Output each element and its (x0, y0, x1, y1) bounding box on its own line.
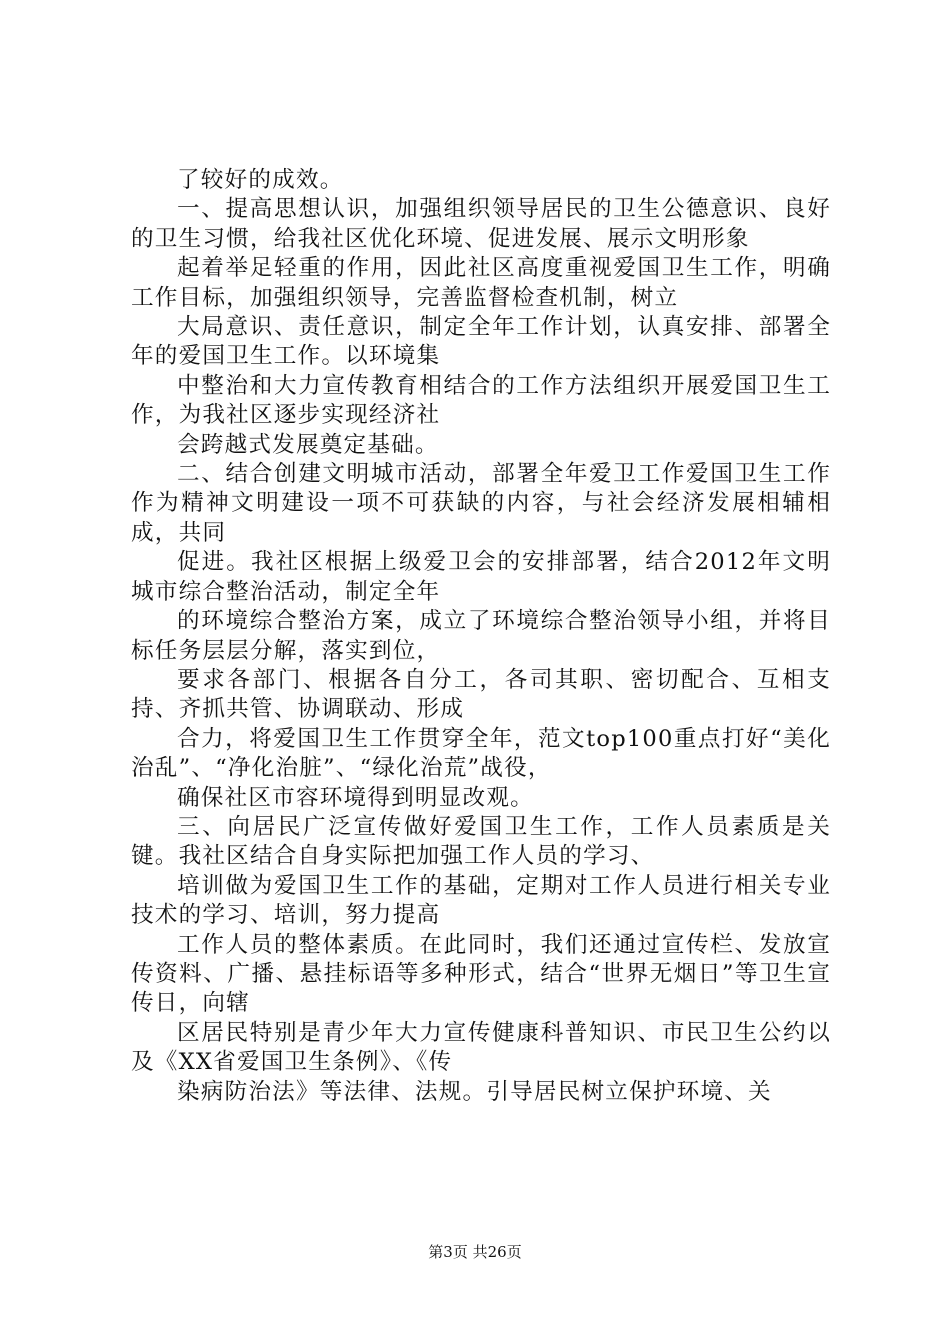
paragraph-16: 区居民特别是青少年大力宣传健康科普知识、市民卫生公约以及《XX省爱国卫生条例》、《传 (131, 1019, 831, 1076)
paragraph-13: 三、向居民广泛宣传做好爱国卫生工作，工作人员素质是关键。我社区结合自身实际把加强工作人员的学习、 (131, 813, 831, 870)
paragraph-10: 要求各部门、根据各自分工，各司其职、密切配合、互相支持、齐抓共管、协调联动、形成 (131, 666, 831, 723)
page-number-label: 第3页 共26页 (428, 1243, 522, 1261)
paragraph-11: 合力，将爱国卫生工作贯穿全年，范文top100重点打好“美化治乱”、“净化治脏”、“绿化治荒”战役， (131, 725, 831, 782)
paragraph-6: 会跨越式发展奠定基础。 (177, 431, 439, 458)
page-footer (0, 1242, 950, 1262)
paragraph-4: 大局意识、责任意识，制定全年工作计划，认真安排、部署全年的爱国卫生工作。以环境集 (131, 314, 831, 370)
paragraph-2: 一、提高思想认识，加强组织领导居民的卫生公德意识、良好的卫生习惯，给我社区优化环境、促进发展、展示文明形象 (131, 196, 831, 252)
paragraph-7: 二、结合创建文明城市活动，部署全年爱卫工作爱国卫生工作作为精神文明建设一项不可获缺的内容，与社会经济发展相辅相成，共同 (131, 461, 831, 546)
paragraph-17: 染病防治法》等法律、法规。引导居民树立保护环境、关 (177, 1078, 772, 1105)
paragraph-8: 促进。我社区根据上级爱卫会的安排部署，结合2012年文明城市综合整治活动，制定全年 (131, 549, 831, 605)
paragraph-9: 的环境综合整治方案，成立了环境综合整治领导小组，并将目标任务层层分解，落实到位， (131, 608, 831, 664)
document-body (131, 166, 831, 1107)
paragraph-15: 工作人员的整体素质。在此同时，我们还通过宣传栏、发放宣传资料、广播、悬挂标语等多种形式，结合“世界无烟日”等卫生宣传日，向辖 (131, 931, 831, 1017)
paragraph-1: 了较好的成效。 (177, 167, 344, 193)
paragraph-3: 起着举足轻重的作用，因此社区高度重视爱国卫生工作，明确工作目标，加强组织领导，完善监督检查机制，树立 (131, 255, 831, 311)
paragraph-12: 确保社区市容环境得到明显改观。 (177, 784, 534, 811)
paragraph-14: 培训做为爱国卫生工作的基础，定期对工作人员进行相关专业技术的学习、培训，努力提高 (131, 872, 831, 929)
paragraph-5: 中整治和大力宣传教育相结合的工作方法组织开展爱国卫生工作，为我社区逐步实现经济社 (131, 372, 831, 429)
